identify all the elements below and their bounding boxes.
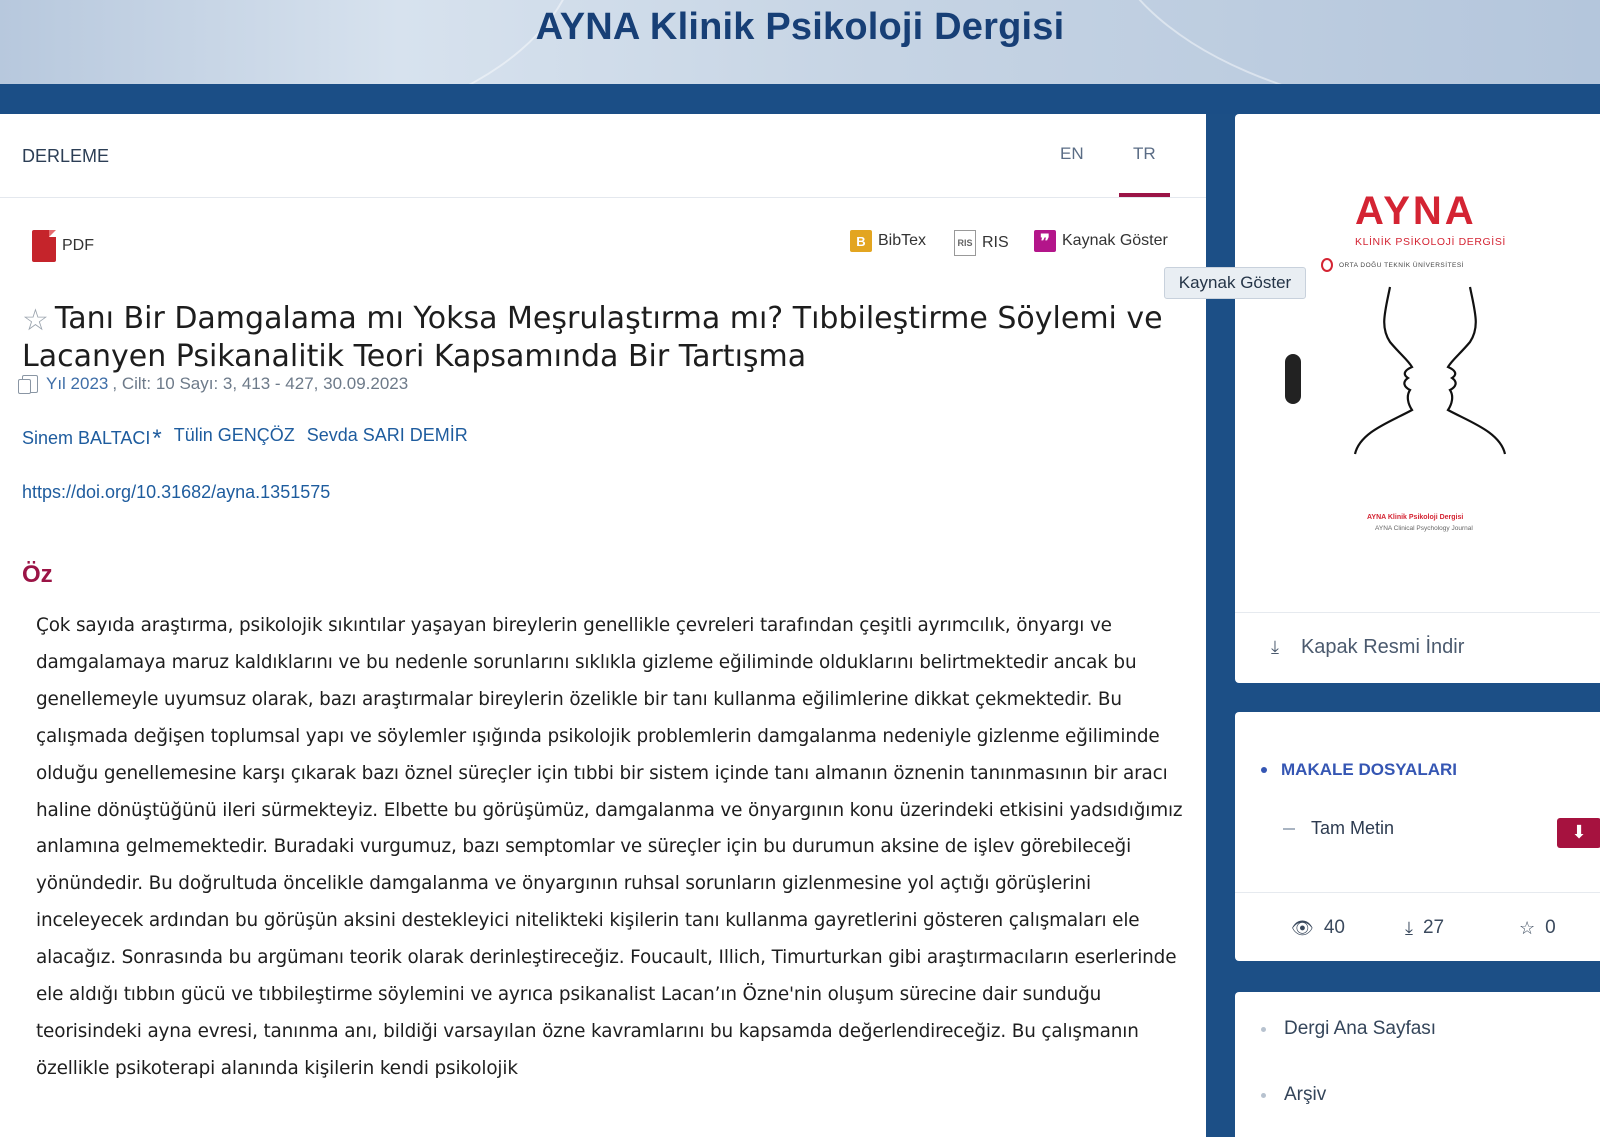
divider — [1235, 612, 1600, 613]
author-list — [22, 425, 468, 453]
article-topbar — [0, 114, 1206, 198]
download-icon: ⤓ — [1405, 917, 1413, 938]
corresponding-author-icon: * — [152, 425, 162, 452]
cover-logo: AYNA — [1355, 189, 1477, 233]
dash-icon — [1283, 828, 1295, 830]
star-icon[interactable]: ☆ — [22, 303, 49, 338]
issue-details: , Cilt: 10 Sayı: 3, 413 - 427, 30.09.2023 — [112, 374, 409, 393]
active-tab-indicator — [1119, 193, 1170, 197]
nav-item-label: Arşiv — [1284, 1084, 1327, 1105]
download-icon: ⤓ — [1271, 637, 1279, 657]
article-stats — [1291, 917, 1600, 939]
author-link[interactable]: Sevda SARI DEMİR — [306, 425, 468, 445]
favorites-stat — [1519, 917, 1600, 939]
cover-scroll-handle[interactable] — [1285, 354, 1301, 404]
cite-label: Kaynak Göster — [1062, 232, 1168, 249]
copy-icon — [22, 375, 38, 393]
downloads-stat — [1405, 917, 1519, 939]
arrow-down-icon: ⬇ — [1571, 822, 1587, 843]
quote-icon: ❞ — [1034, 230, 1056, 252]
bibtex-label: BibTex — [878, 232, 927, 249]
nav-item-label: Dergi Ana Sayfası — [1284, 1018, 1437, 1039]
article-title: Tanı Bir Damgalama mı Yoksa Meşrulaştırma mı? Tıbbileştirme Söylemi ve Lacanyen Psikanalitik Teori Kapsamında Bir Tartışma — [22, 301, 1163, 374]
pdf-button[interactable] — [32, 230, 94, 262]
tab-lang-tr[interactable]: TR — [1133, 144, 1156, 163]
downloads-count: 27 — [1422, 917, 1445, 938]
full-text-link[interactable] — [1283, 818, 1394, 839]
university-logo-icon — [1321, 258, 1333, 272]
article-files-card — [1235, 712, 1600, 961]
cover-university: ORTA DOĞU TEKNİK ÜNİVERSİTESİ — [1339, 262, 1465, 269]
faces-illustration — [1350, 282, 1510, 462]
author-link[interactable]: Tülin GENÇÖZ — [173, 425, 295, 445]
cover-subtitle: KLİNİK PSİKOLOJİ DERGİSİ — [1355, 236, 1506, 248]
eye-icon: 👁 — [1291, 917, 1314, 938]
bullet-icon — [1261, 1027, 1266, 1032]
cover-card — [1235, 114, 1600, 683]
favorites-count: 0 — [1545, 917, 1556, 938]
ris-icon: RIS — [954, 230, 976, 256]
cite-tooltip: Kaynak Göster — [1164, 267, 1306, 299]
abstract-text: Çok sayıda araştırma, psikolojik sıkıntılar yaşayan bireylerin genellikle çevreleri tarafından çeşitli ayrımcılık, önyargı ve damgalamaya maruz kaldıklarını ve bu nedenle sorunlarını sıklıkla gizleme eğiliminde olduklarını belirtmektedir ancak bu genellemeyle uyumsuz olarak, bazı araştırmalar bireylerin özelikle bir tanı kullanma eğilimlerine dikkat çekmektedir. Bu çalışmada değişen toplumsal yapı ve söylemler ışığında psikolojik problemlerin damgalanma nedeniyle gizlenme eğiliminde olduğu genellemesine karşı çıkarak bazı öznel süreçler için tıbbi bir sistem içinde tanı almanın öznenin tanınmasının bir aracı haline dönüştüğünü ileri sürmekteyiz. Elbette bu görüşümüz, damgalanma ve önyargının konu üzerindeki etkisini yadsıdığımız anlamına gelmemektedir. Buradaki vurgumuz, bazı semptomlar ve süreçler için bu durumun aksine de işlev görebileceği yönündedir. Bu doğrultuda öncelikle damgalanma ve önyargının ruhsal sorunların gizlenmesine yol açtığı görüşlerini inceleyecek ardından bu görüşün aksini destekleyici nitelikteki kişilerin tanı kullanma gayretlerini gösteren çalışmaları ele alacağız. Sonrasında bu argümanı teorik olarak derinleştireceğiz. Foucault, Illich, Timurturkan gibi araştırmacıların eserlerinde ele aldığı tıbbın gücü ve tıbbileştirme söylemini ve ayrıca psikanalist Lacan’ın Özne'nin oluşum sürecine dair sunduğu teorisindeki ayna evresi, tanınma anı, bildiği varsayılan özne kavramlarını bu kapsamda değerlendireceğiz. Bu çalışmanın özellikle psikoterapi alanında kişilerin kendi psikolojik — [36, 615, 1183, 1079]
views-count: 40 — [1323, 917, 1345, 938]
issue-year-link[interactable]: Yıl 2023 — [46, 374, 109, 393]
pdf-icon — [32, 230, 56, 262]
journal-title[interactable]: AYNA Klinik Psikoloji Dergisi — [535, 6, 1065, 48]
nav-item-archive[interactable] — [1261, 1084, 1326, 1106]
files-heading-label: MAKALE DOSYALARI — [1281, 760, 1457, 779]
divider — [1235, 892, 1600, 893]
cover-caption-en: AYNA Clinical Psychology Journal — [1375, 525, 1473, 532]
author-link[interactable]: Sinem BALTACI* — [22, 425, 162, 452]
bullet-icon — [1261, 767, 1267, 773]
bibtex-button[interactable] — [850, 230, 926, 252]
journal-banner — [0, 0, 1600, 84]
nav-bar — [0, 84, 1600, 114]
tab-lang-en[interactable]: EN — [1060, 144, 1084, 163]
full-text-download-button[interactable] — [1557, 818, 1600, 848]
doi-link[interactable]: https://doi.org/10.31682/ayna.1351575 — [22, 482, 331, 502]
article-title-row — [22, 300, 1182, 376]
files-heading — [1261, 760, 1457, 780]
journal-cover-image[interactable] — [1285, 172, 1545, 552]
full-text-label: Tam Metin — [1311, 818, 1395, 838]
abstract-heading: Öz — [22, 561, 53, 588]
article-meta — [22, 374, 408, 394]
ris-label: RIS — [982, 234, 1009, 251]
journal-nav-card — [1235, 992, 1600, 1137]
cite-button[interactable] — [1034, 230, 1168, 252]
bullet-icon — [1261, 1093, 1266, 1098]
views-stat — [1291, 917, 1405, 939]
star-icon: ☆ — [1519, 917, 1536, 938]
article-card — [0, 114, 1206, 1137]
download-cover-button[interactable] — [1271, 636, 1464, 659]
cover-caption: AYNA Klinik Psikoloji Dergisi — [1367, 514, 1464, 521]
article-type: DERLEME — [22, 146, 110, 166]
ris-button[interactable] — [954, 230, 1009, 256]
pdf-label: PDF — [62, 237, 94, 254]
download-cover-label: Kapak Resmi İndir — [1300, 636, 1465, 658]
bibtex-icon: B — [850, 230, 872, 252]
nav-item-home[interactable] — [1261, 1018, 1436, 1040]
